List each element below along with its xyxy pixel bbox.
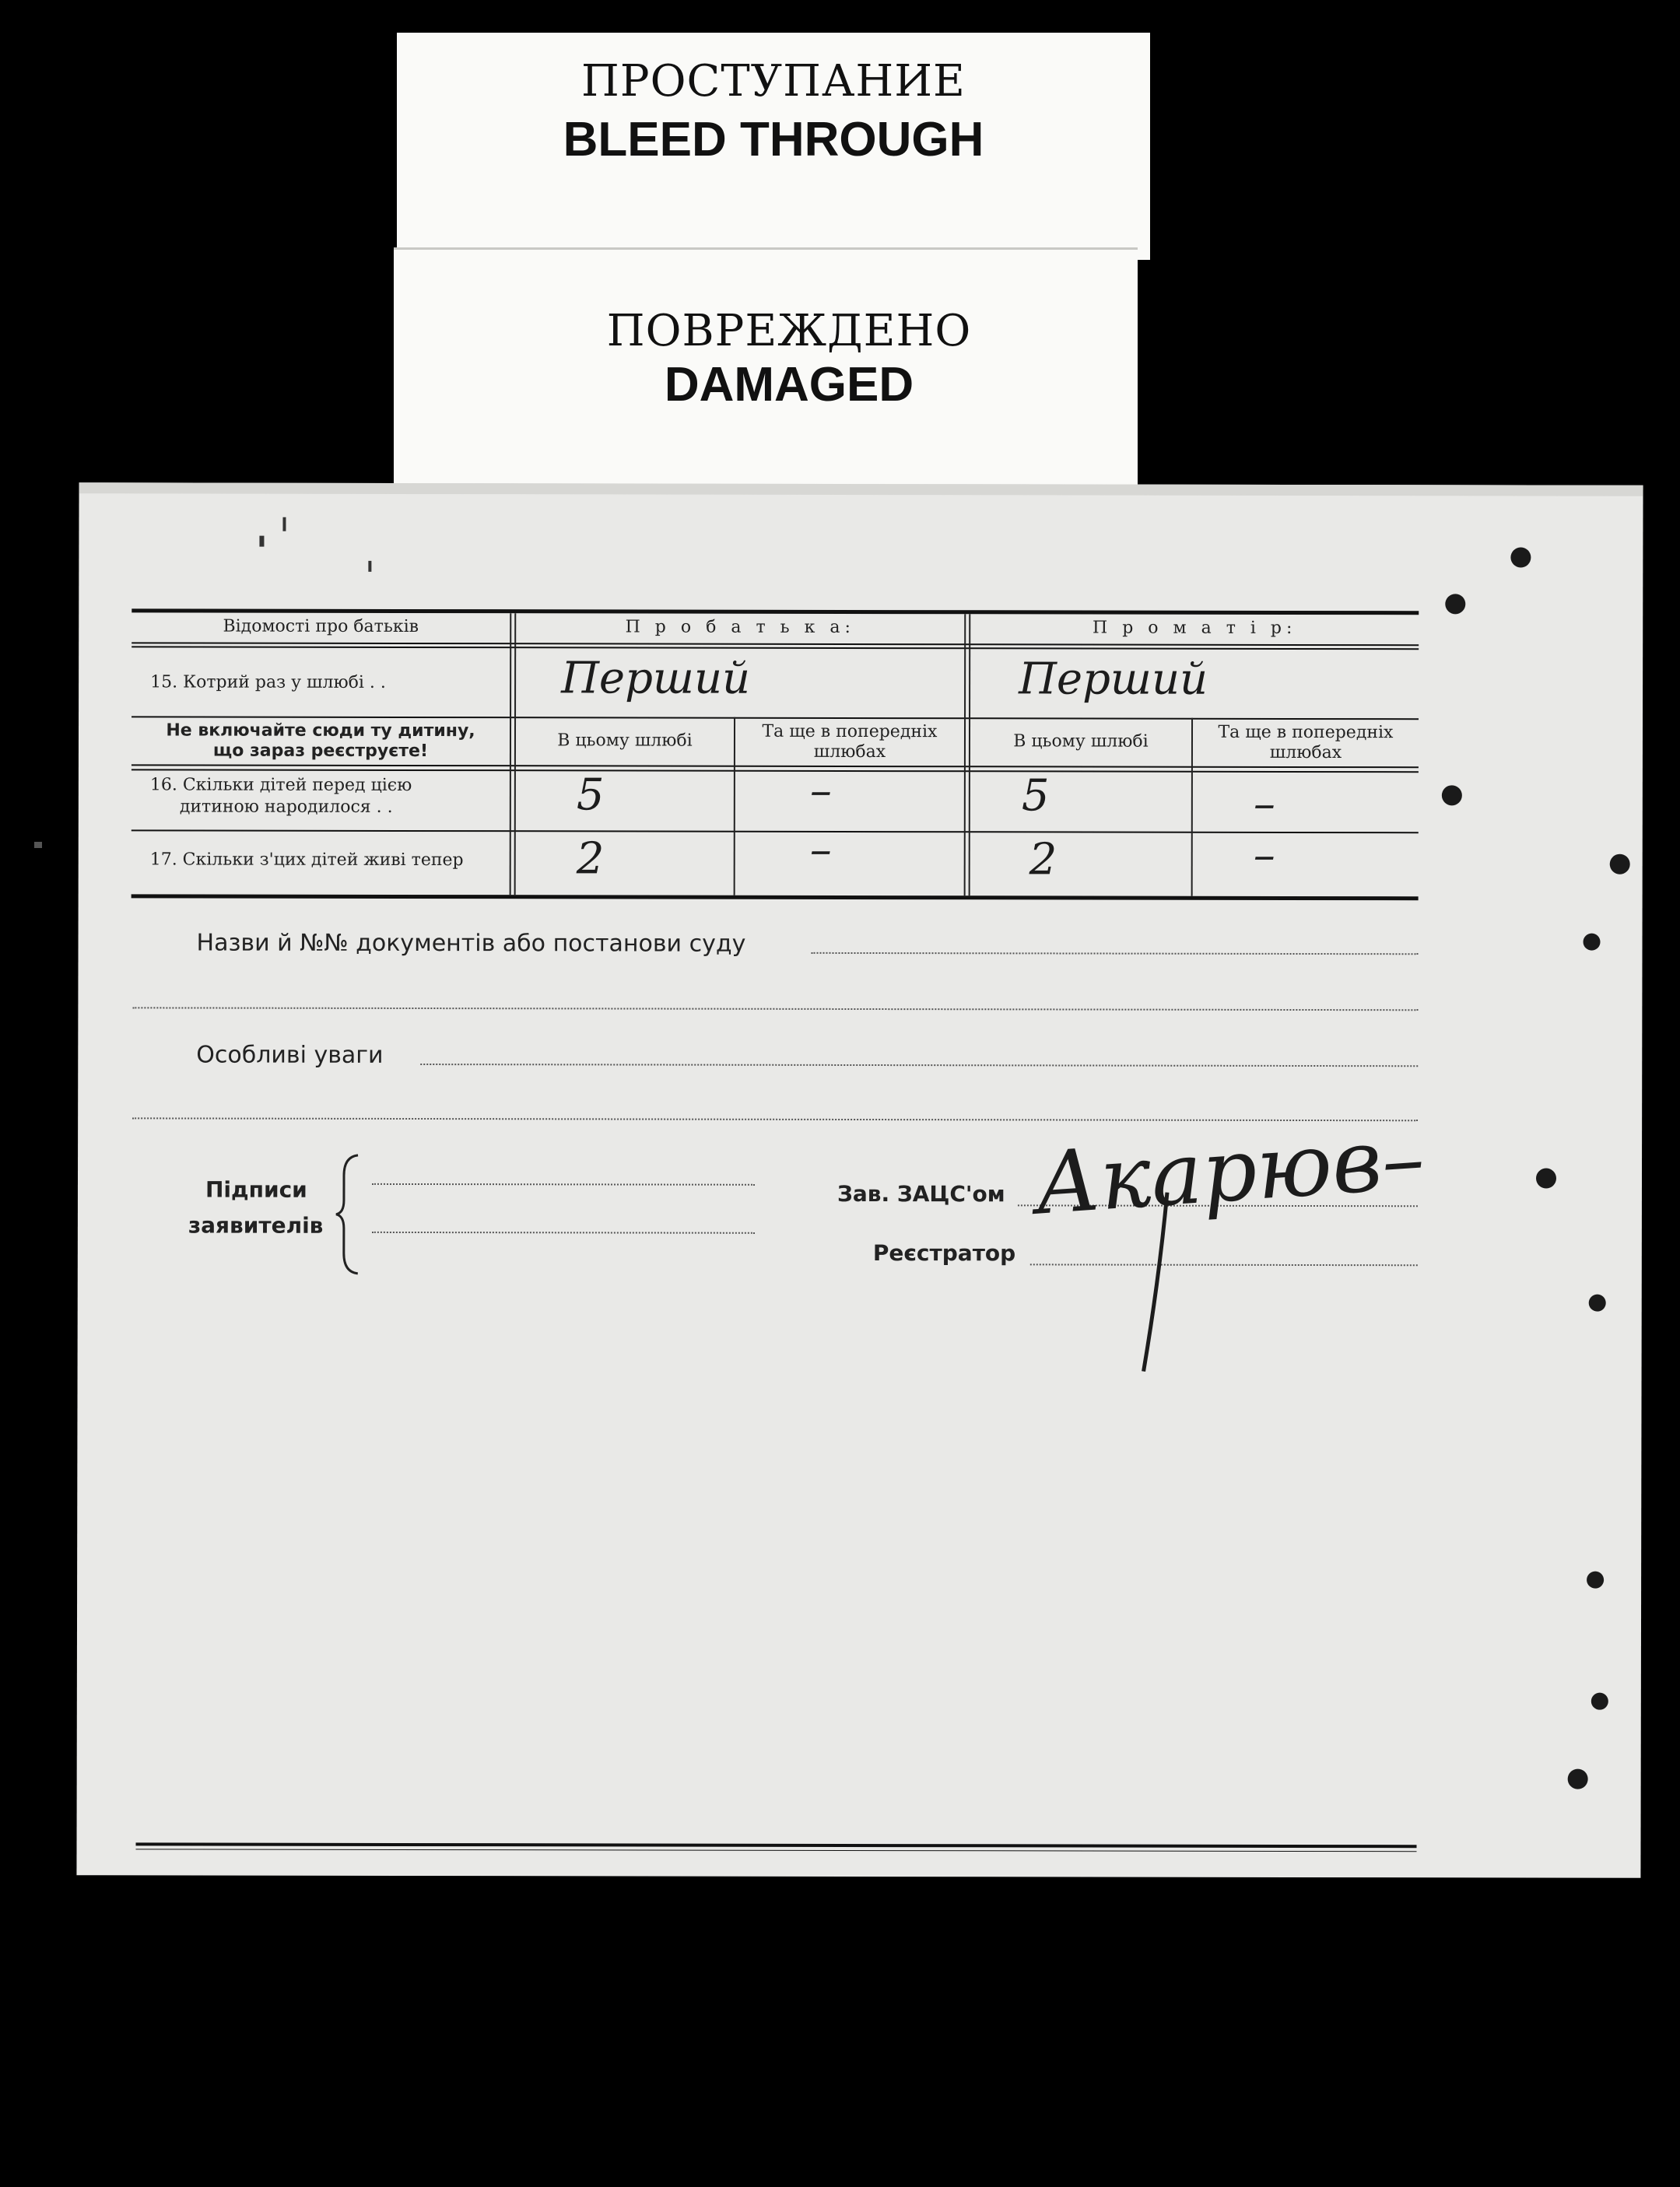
- table-vrule: [969, 614, 971, 895]
- documents-label: Назви й №№ документів або постанови суду: [196, 929, 746, 958]
- punch-hole: [1442, 785, 1462, 805]
- applicants-label-1: Підписи: [205, 1176, 307, 1203]
- punch-hole: [1445, 594, 1465, 614]
- applicant-signature-line-1[interactable]: [372, 1183, 755, 1186]
- punch-hole: [1510, 547, 1531, 567]
- father-col-previous-2: шлюбах: [813, 741, 886, 762]
- row17-label: 17. Скільки з'цих дітей живі тепер: [149, 850, 464, 871]
- row16-label-2: дитиною народилося . .: [179, 797, 393, 817]
- row16-father-current: 5: [576, 769, 605, 821]
- bottom-rule: [136, 1842, 1417, 1848]
- father-col-current: В цьому шлюбі: [557, 731, 693, 751]
- table-rule: [132, 769, 1419, 773]
- table-rule: [132, 764, 1419, 768]
- row16-label-1: 16. Скільки дітей перед цією: [149, 775, 412, 795]
- documents-line-1[interactable]: [812, 952, 1419, 955]
- father-col-previous-1: Та ще в попередніх: [762, 721, 938, 742]
- row16-mother-previous: –: [1253, 778, 1275, 829]
- table-top-rule: [132, 608, 1419, 615]
- stray-mark: [34, 842, 42, 848]
- bleed-through-en: BLEED THROUGH: [563, 113, 984, 166]
- row15-mother-value: Перший: [1019, 654, 1208, 705]
- stray-mark: [259, 536, 264, 547]
- punch-hole: [1568, 1769, 1588, 1789]
- table-bottom-rule: [132, 894, 1419, 900]
- table-vrule: [514, 613, 517, 895]
- head-signature: Акарюв–: [1032, 1107, 1428, 1234]
- punch-hole: [1589, 1295, 1606, 1312]
- stray-mark: [282, 517, 286, 531]
- punch-hole: [1584, 934, 1601, 951]
- table-rule: [132, 716, 1419, 720]
- stray-mark: [368, 561, 371, 572]
- table-vrule: [964, 614, 966, 895]
- table-rule: [132, 646, 1419, 650]
- mother-col-previous-1: Та ще в попередніх: [1218, 722, 1394, 743]
- registration-form-sheet: [76, 482, 1643, 1878]
- row15-father-value: Перший: [561, 653, 751, 704]
- punch-hole: [1591, 1693, 1608, 1710]
- punch-hole: [1610, 854, 1630, 874]
- signature-stroke: [1113, 1185, 1206, 1387]
- remarks-line-1[interactable]: [420, 1064, 1418, 1067]
- header-father: П р о б а т ь к а:: [625, 617, 855, 637]
- documents-line-2[interactable]: [132, 1007, 1418, 1011]
- table-rule: [132, 829, 1419, 833]
- note-line-1: Не включайте сюди ту дитину,: [166, 720, 475, 741]
- mother-col-previous-2: шлюбах: [1269, 742, 1342, 763]
- remarks-label: Особливі уваги: [196, 1041, 384, 1069]
- damaged-ru: ПОВРЕЖДЕНО: [606, 306, 972, 356]
- header-info: Відомості про батьків: [223, 616, 419, 637]
- row17-mother-previous: –: [1253, 829, 1275, 881]
- mother-col-current: В цьому шлюбі: [1013, 731, 1149, 752]
- applicant-signature-line-2[interactable]: [372, 1232, 755, 1234]
- registrar-signature-line[interactable]: [1030, 1263, 1418, 1266]
- row17-father-current: 2: [576, 833, 605, 885]
- applicants-brace: [335, 1152, 366, 1277]
- bottom-rule-thin: [135, 1849, 1416, 1852]
- row16-father-previous: –: [809, 765, 832, 816]
- row17-mother-current: 2: [1029, 834, 1057, 885]
- registrar-label: Реєстратор: [872, 1240, 1016, 1267]
- damaged-en: DAMAGED: [664, 358, 914, 412]
- damaged-card: [394, 247, 1138, 485]
- header-mother: П р о м а т і р:: [1093, 618, 1297, 638]
- table-rule: [132, 642, 1419, 646]
- punch-hole: [1587, 1572, 1604, 1589]
- row16-mother-current: 5: [1021, 770, 1050, 822]
- note-line-2: що зараз реєструєте!: [212, 741, 429, 762]
- bleed-through-card: [397, 33, 1150, 260]
- row17-father-previous: –: [809, 824, 832, 875]
- bleed-through-ru: ПРОСТУПАНИЕ: [581, 56, 966, 107]
- head-label: Зав. ЗАЦС'ом: [836, 1180, 1005, 1207]
- punch-hole: [1536, 1169, 1556, 1189]
- table-vrule: [510, 613, 512, 895]
- applicants-label-2: заявителів: [188, 1212, 324, 1239]
- row15-label: 15. Котрий раз у шлюбі . .: [150, 672, 386, 692]
